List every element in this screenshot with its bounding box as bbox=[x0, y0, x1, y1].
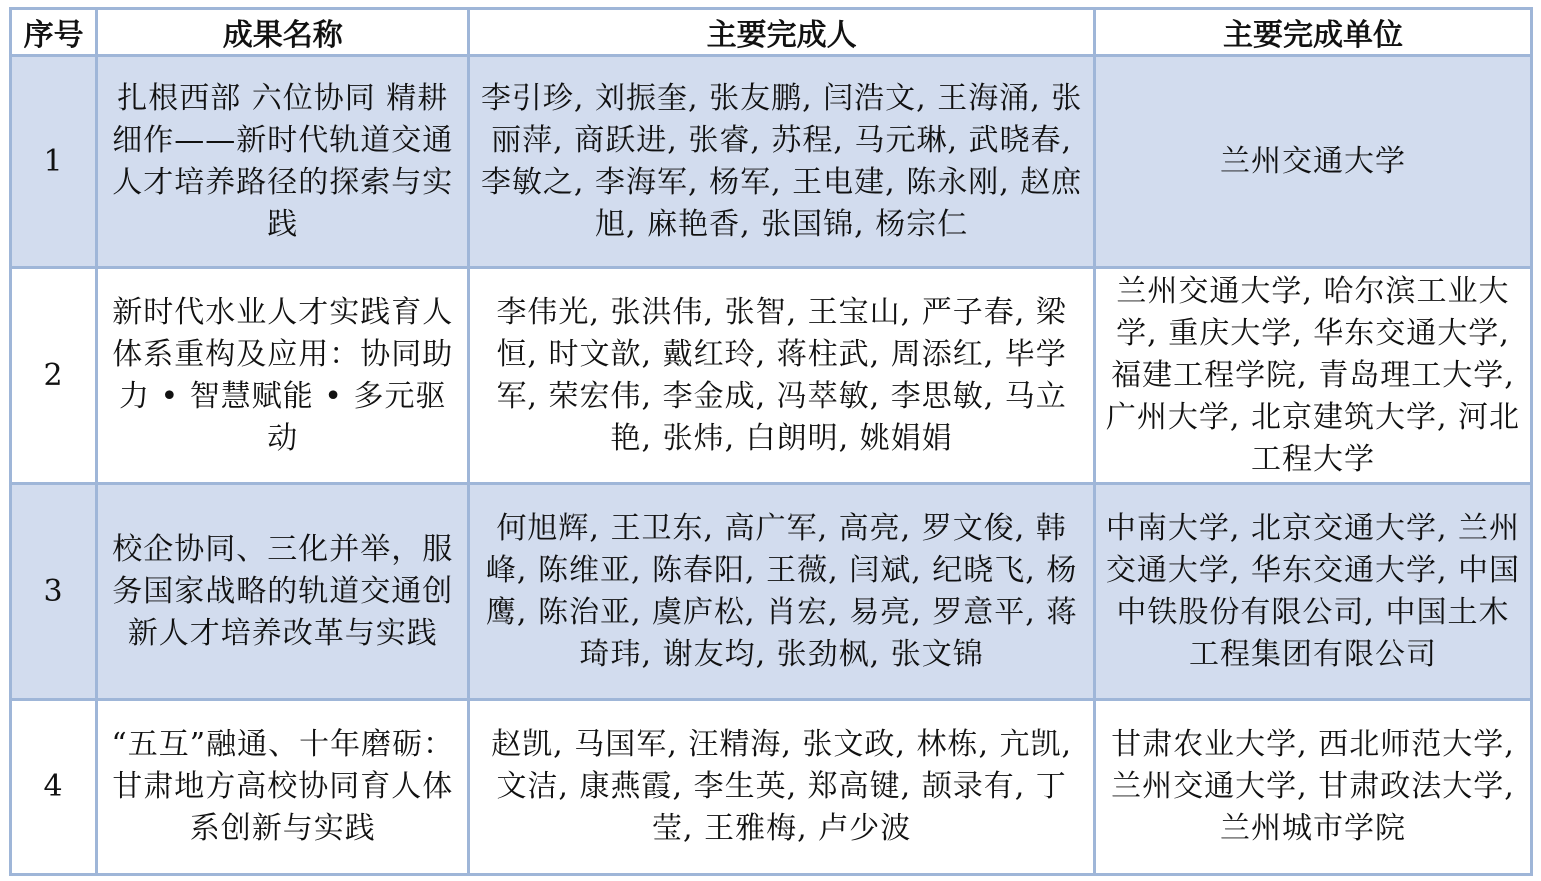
row-units: 中南大学, 北京交通大学, 兰州交通大学, 华东交通大学, 中国中铁股份有限公司, 中国土木工程集团有限公司 bbox=[1094, 484, 1531, 700]
row-title: 扎根西部 六位协同 精耕细作——新时代轨道交通人才培养路径的探索与实践 bbox=[97, 56, 469, 268]
row-units: 兰州交通大学, 哈尔滨工业大学, 重庆大学, 华东交通大学, 福建工程学院, 青岛理工大学, 广州大学, 北京建筑大学, 河北工程大学 bbox=[1094, 268, 1531, 484]
header-index: 序号 bbox=[11, 9, 97, 56]
table-row bbox=[11, 700, 1532, 875]
row-index: 3 bbox=[11, 484, 97, 700]
table-row bbox=[11, 56, 1532, 268]
header-units: 主要完成单位 bbox=[1094, 9, 1531, 56]
row-index: 1 bbox=[11, 56, 97, 268]
row-units: 兰州交通大学 bbox=[1094, 56, 1531, 268]
header-people: 主要完成人 bbox=[469, 9, 1095, 56]
table-row bbox=[11, 268, 1532, 484]
row-title: 校企协同、三化并举，服务国家战略的轨道交通创新人才培养改革与实践 bbox=[97, 484, 469, 700]
table-header-row bbox=[11, 9, 1532, 56]
row-title: 新时代水业人才实践育人体系重构及应用：协同助力 • 智慧赋能 • 多元驱动 bbox=[97, 268, 469, 484]
row-index: 4 bbox=[11, 700, 97, 875]
header-title: 成果名称 bbox=[97, 9, 469, 56]
row-people: 何旭辉, 王卫东, 高广军, 高亮, 罗文俊, 韩峰, 陈维亚, 陈春阳, 王薇, 闫斌, 纪晓飞, 杨鹰, 陈治亚, 虞庐松, 肖宏, 易亮, 罗意平, 蒋琦玮, 谢友均, 张劲枫, 张文锦 bbox=[469, 484, 1095, 700]
row-units: 甘肃农业大学, 西北师范大学, 兰州交通大学, 甘肃政法大学, 兰州城市学院 bbox=[1094, 700, 1531, 875]
row-people: 赵凯, 马国军, 汪精海, 张文政, 林栋, 亢凯, 文洁, 康燕霞, 李生英, 郑高键, 颉录有, 丁莹, 王雅梅, 卢少波 bbox=[469, 700, 1095, 875]
row-title: “五互”融通、十年磨砺：甘肃地方高校协同育人体系创新与实践 bbox=[97, 700, 469, 875]
row-people: 李引珍, 刘振奎, 张友鹏, 闫浩文, 王海涌, 张丽萍, 商跃进, 张睿, 苏程, 马元琳, 武晓春, 李敏之, 李海军, 杨军, 王电建, 陈永刚, 赵庶旭, 麻艳香, 张国锦, 杨宗仁 bbox=[469, 56, 1095, 268]
achievements-table bbox=[9, 7, 1533, 876]
row-people: 李伟光, 张洪伟, 张智, 王宝山, 严子春, 梁恒, 时文歆, 戴红玲, 蒋柱武, 周添红, 毕学军, 荣宏伟, 李金成, 冯萃敏, 李思敏, 马立艳, 张炜, 白朗明, 姚娟娟 bbox=[469, 268, 1095, 484]
row-index: 2 bbox=[11, 268, 97, 484]
table-row bbox=[11, 484, 1532, 700]
